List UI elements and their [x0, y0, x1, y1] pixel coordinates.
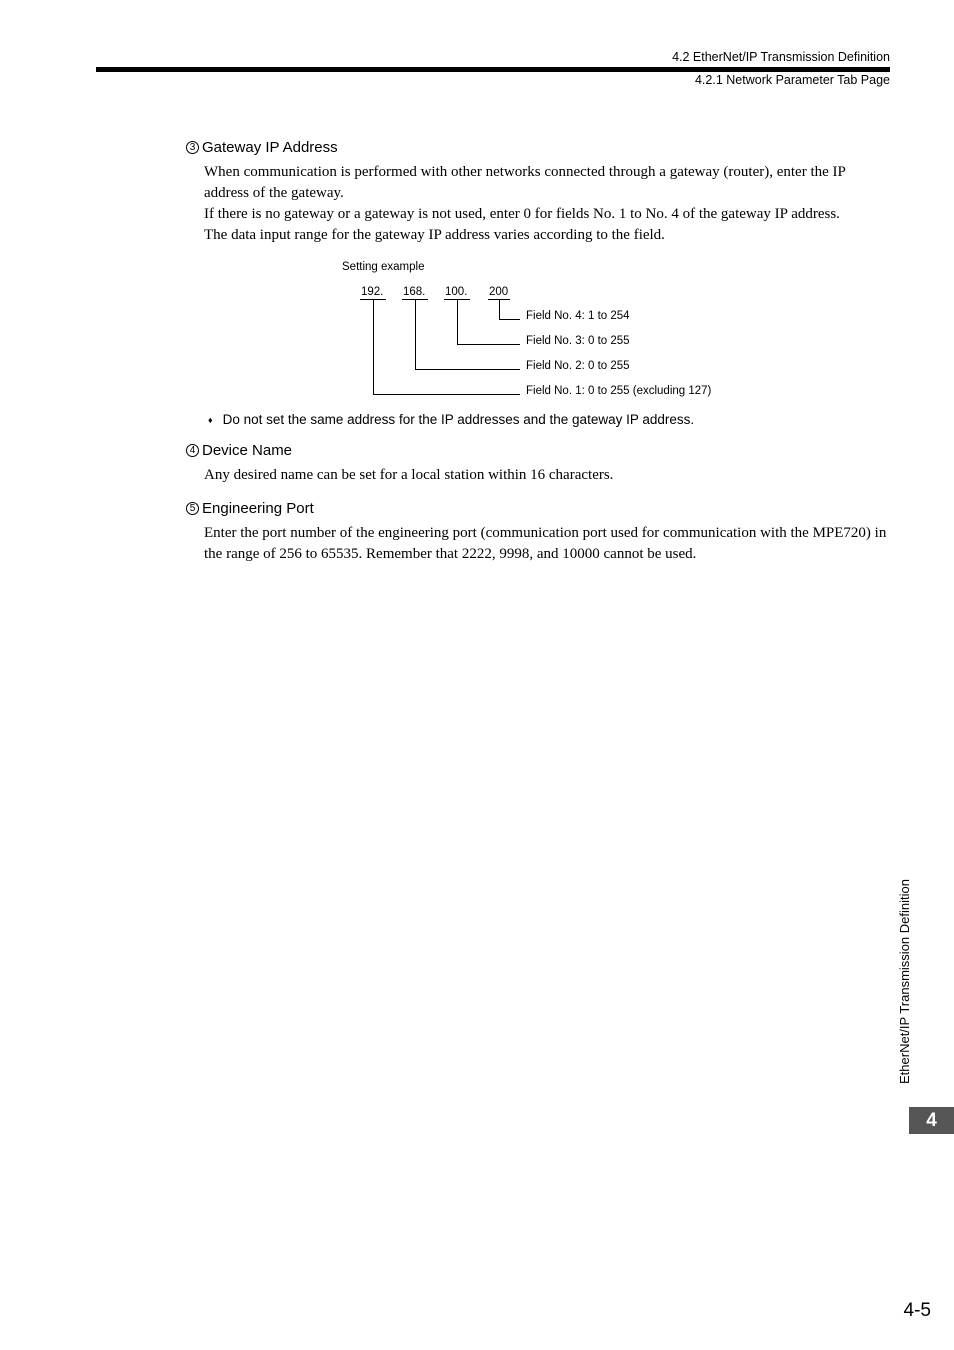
- engineering-heading: [186, 500, 314, 517]
- ip-octet-2: 168.: [403, 286, 426, 298]
- device-para: Any desired name can be set for a local station within 16 characters.: [204, 467, 614, 483]
- gateway-para-1: When communication is performed with other networks connected through a gateway (router), enter the IP address of the gateway.: [204, 164, 846, 201]
- diamond-bullet-icon: ♦: [208, 414, 213, 425]
- chapter-side-title: EtherNet/IP Transmission Definition: [897, 879, 912, 1084]
- item-number-3: 3: [186, 141, 199, 154]
- ip-octet-1: 192.: [361, 286, 384, 298]
- section-header: 4.2 EtherNet/IP Transmission Definition: [672, 50, 890, 64]
- field-3-range: Field No. 3: 0 to 255: [526, 335, 630, 347]
- engineering-description: [204, 523, 894, 565]
- field-4-range: Field No. 4: 1 to 254: [526, 310, 630, 322]
- engineering-title: Engineering Port: [202, 500, 314, 517]
- subsection-header: 4.2.1 Network Parameter Tab Page: [694, 73, 890, 87]
- ip-octet-4: 200: [489, 286, 509, 298]
- device-description: [204, 465, 894, 486]
- item-number-5: 5: [186, 502, 199, 515]
- gateway-title: Gateway IP Address: [202, 139, 338, 156]
- setting-example-label: Setting example: [342, 261, 425, 273]
- ip-octet-3: 100.: [445, 286, 468, 298]
- device-heading: [186, 442, 292, 459]
- item-number-4: 4: [186, 444, 199, 457]
- note-text: Do not set the same address for the IP addresses and the gateway IP address.: [222, 412, 695, 427]
- page-number: 4-5: [903, 1300, 931, 1321]
- device-title: Device Name: [202, 442, 293, 459]
- field-2-range: Field No. 2: 0 to 255: [526, 360, 630, 372]
- chapter-tab: 4: [909, 1107, 954, 1134]
- gateway-note: [208, 412, 694, 427]
- gateway-para-2: If there is no gateway or a gateway is not used, enter 0 for fields No. 1 to No. 4 of the gateway IP address.: [204, 206, 840, 222]
- field-1-range: Field No. 1: 0 to 255 (excluding 127): [526, 385, 712, 397]
- engineering-para: Enter the port number of the engineering port (communication port used for communication with the MPE720) in the range of 256 to 65535. Remember that 2222, 9998, and 10000 cannot be used.: [204, 525, 887, 562]
- gateway-para-3: The data input range for the gateway IP address varies according to the field.: [204, 227, 665, 243]
